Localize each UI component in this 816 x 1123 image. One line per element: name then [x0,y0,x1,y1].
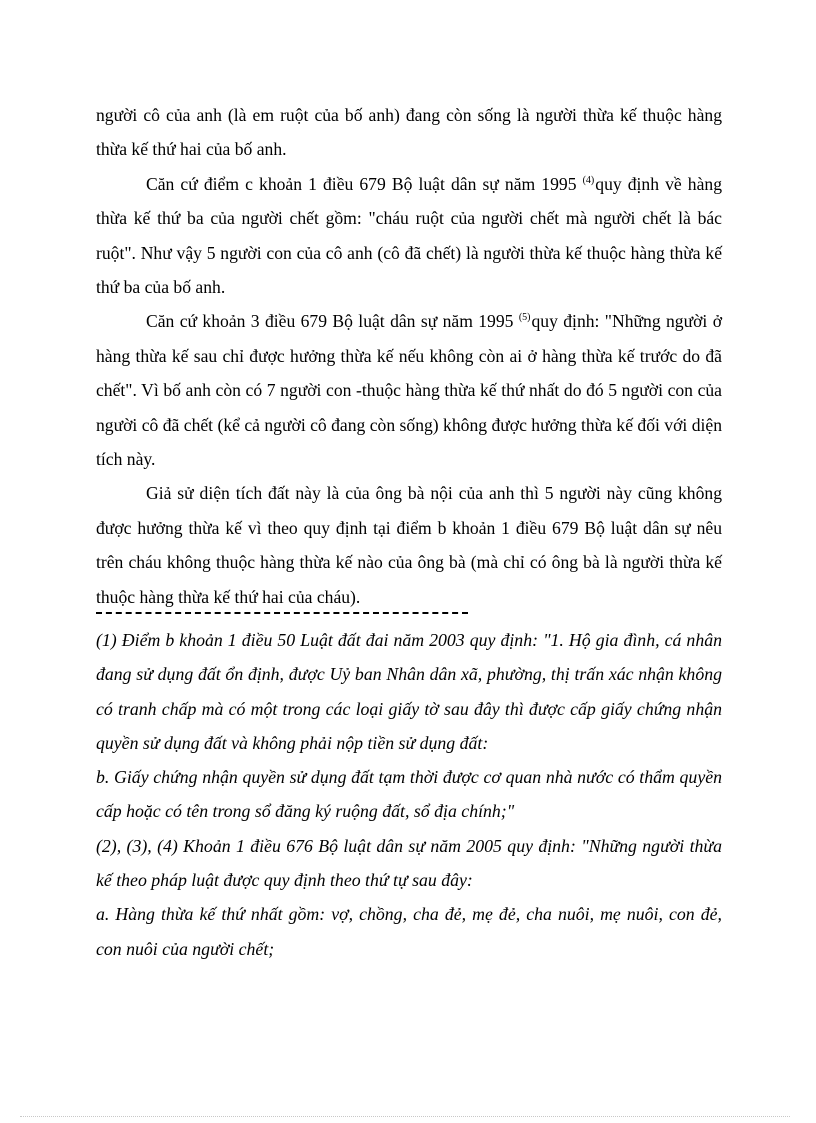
paragraph-3-start: Căn cứ khoản 3 điều 679 Bộ luật dân sự năm 1995 [146,311,519,332]
footnotes [96,623,722,966]
page-bottom-border [20,1116,790,1117]
paragraph-4: Giả sử diện tích đất này là của ông bà nội của anh thì 5 người này cũng không được hưởng thừa kế vì theo quy định tại điểm b khoản 1 điều 679 Bộ luật dân sự nêu trên cháu không thuộc hàng thừa kế nào của ông bà (mà chỉ có ông bà là người thừa kế thuộc hàng thừa kế thứ hai của cháu). [96,483,722,607]
footnote-ref-5: (5) [518,312,531,324]
footnote-ref-4: (4) [582,174,595,186]
footnote-1: (1) Điểm b khoản 1 điều 50 Luật đất đai năm 2003 quy định: "1. Hộ gia đình, cá nhân đang sử dụng đất ổn định, được Uỷ ban Nhân dân xã, phường, thị trấn xác nhận không có tranh chấp mà có một trong các loại giấy tờ sau đây thì được cấp giấy chứng nhận quyền sử dụng đất và không phải nộp tiền sử dụng đất: [96,630,722,753]
paragraph-3-end: quy định: "Những người ở hàng thừa kế sau chỉ được hưởng thừa kế nếu không còn ai ở hàng thừa kế trước do đã chết". Vì bố anh còn có 7 người con -thuộc hàng thừa kế thứ nhất do đó 5 người con của người cô đã chết (kể cả người cô đang còn sống) không được hưởng thừa kế đối với diện tích này. [96,311,722,470]
footnote-2-item-a: a. Hàng thừa kế thứ nhất gồm: vợ, chồng, cha đẻ, mẹ đẻ, cha nuôi, mẹ nuôi, con đẻ, con nuôi của người chết; [96,904,722,959]
paragraph-2-start: Căn cứ điểm c khoản 1 điều 679 Bộ luật dân sự năm 1995 [146,173,583,194]
paragraph-1: người cô của anh (là em ruột của bố anh) đang còn sống là người thừa kế thuộc hàng thừa kế thứ hai của bố anh. [96,105,722,160]
main-text [96,98,722,614]
footnote-2-3-4: (2), (3), (4) Khoản 1 điều 676 Bộ luật dân sự năm 2005 quy định: "Những người thừa kế theo pháp luật được quy định theo thứ tự sau đây: [96,835,722,891]
footnote-separator [96,612,468,614]
footnote-1-item-b: b. Giấy chứng nhận quyền sử dụng đất tạm thời được cơ quan nhà nước có thẩm quyền cấp hoặc có tên trong sổ đăng ký ruộng đất, sổ địa chính;" [96,767,722,822]
paragraph-2 [96,167,722,305]
paragraph-3 [96,304,722,476]
paragraph-2-end: quy định về hàng thừa kế thứ ba của người chết gồm: "cháu ruột của người chết mà người chết là bác ruột". Như vậy 5 người con của cô anh (cô đã chết) là người thừa kế thuộc hàng thừa kế thứ ba của bố anh. [96,173,723,298]
